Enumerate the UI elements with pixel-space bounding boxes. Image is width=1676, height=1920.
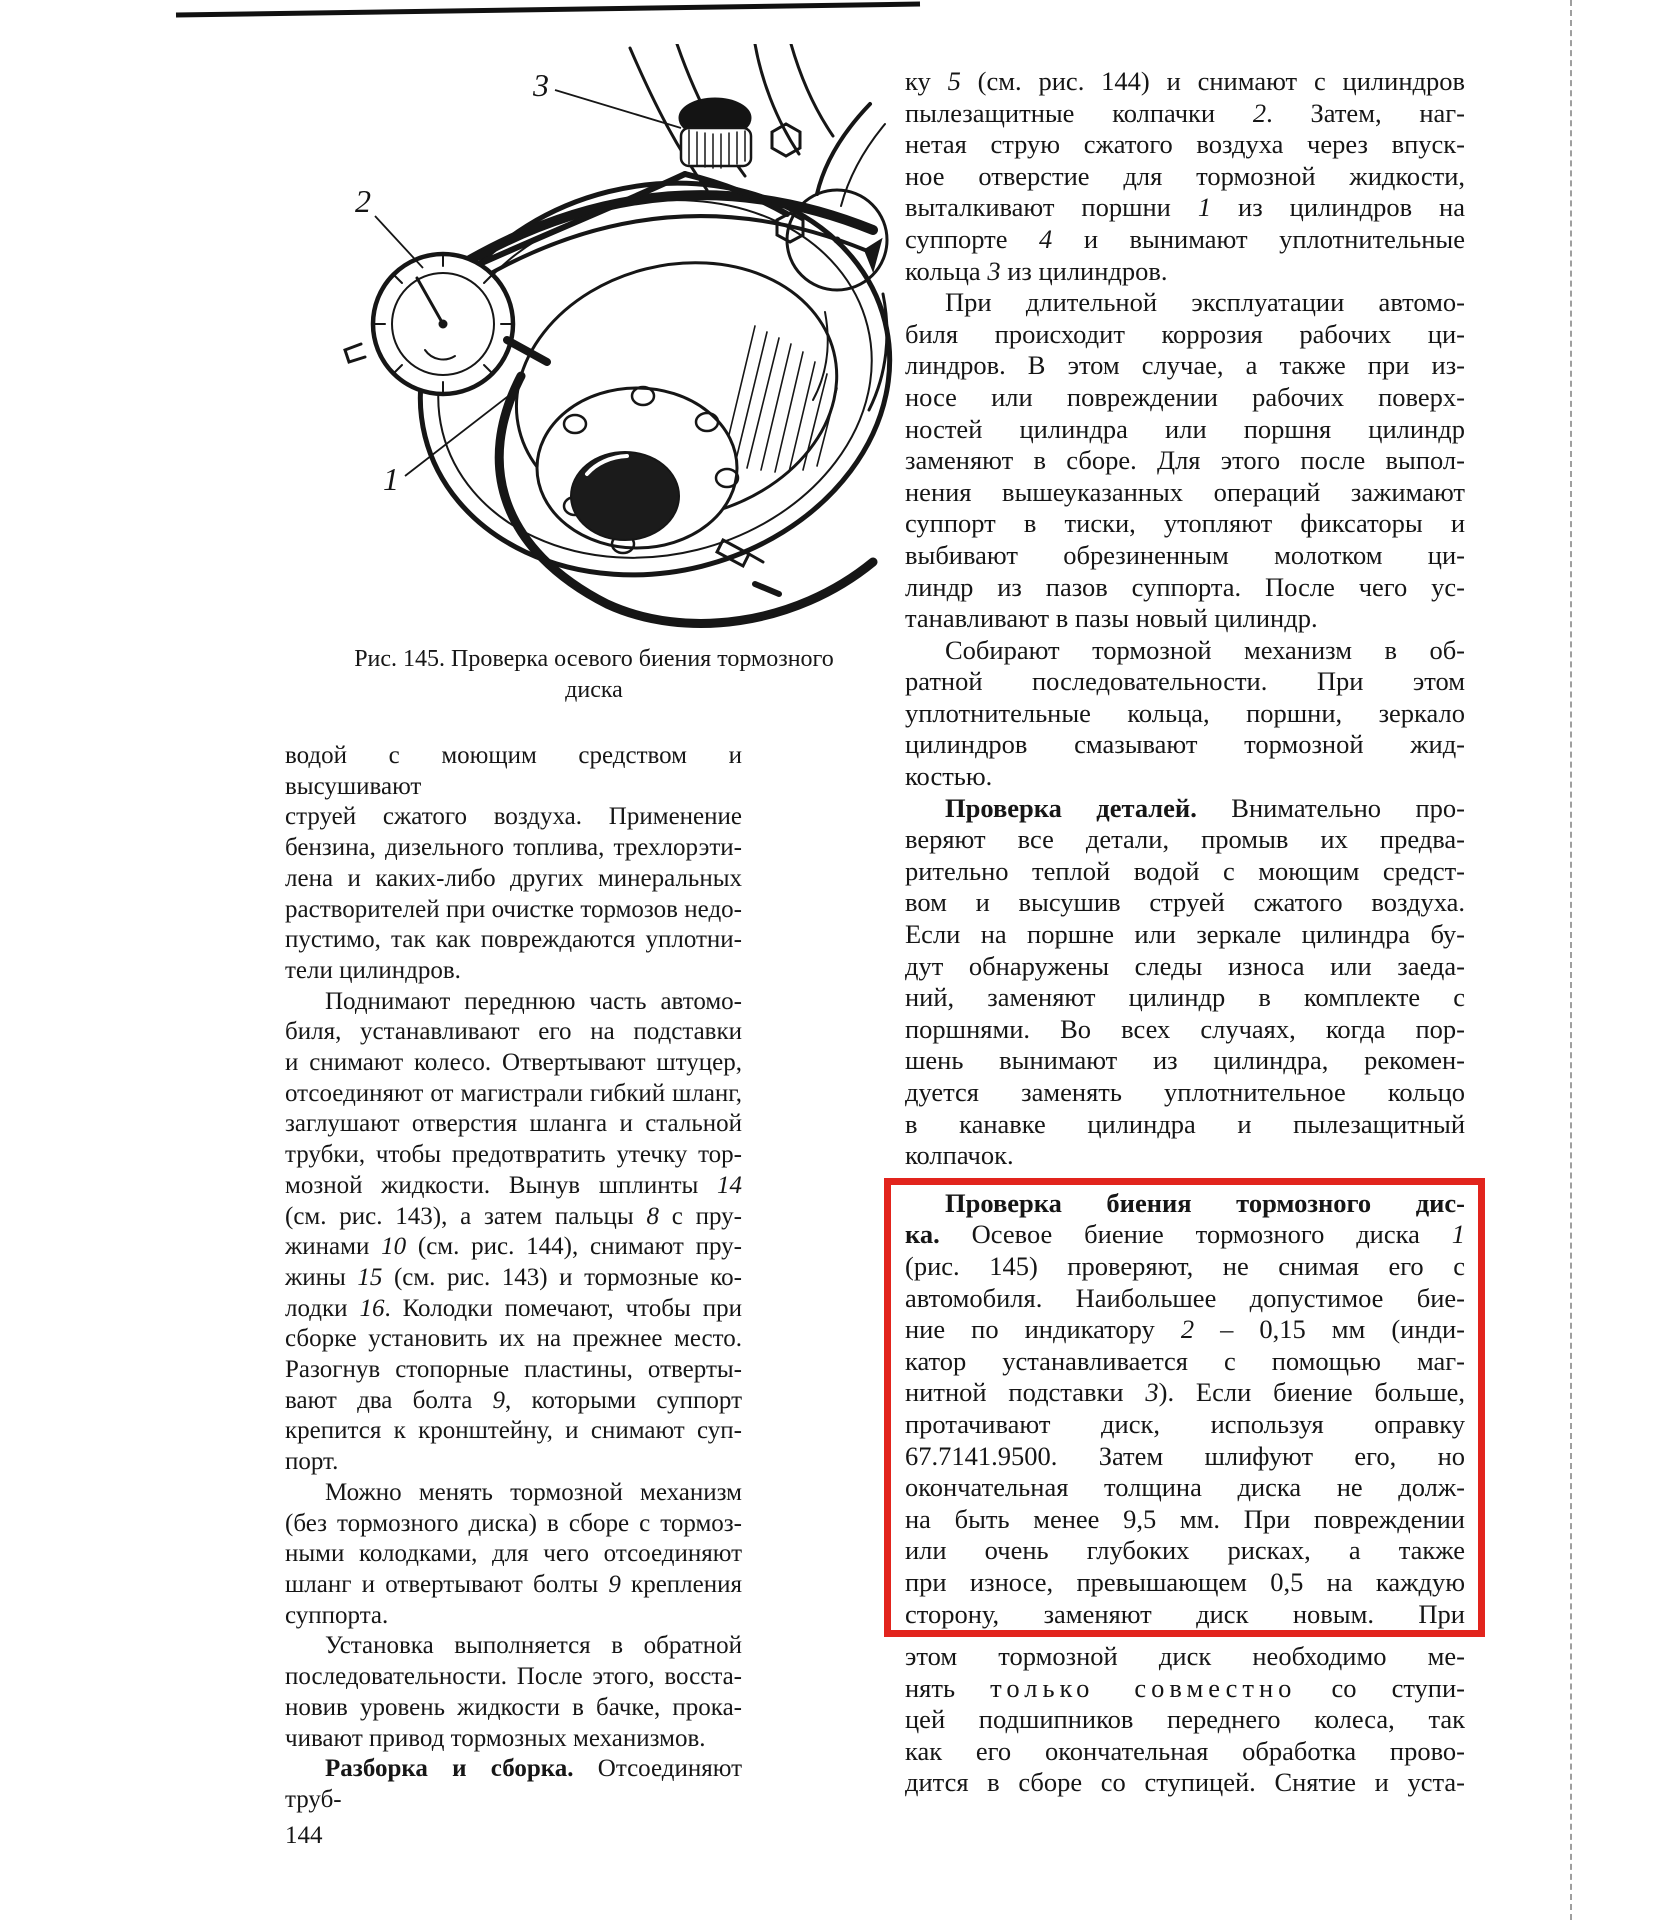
figure-caption-line-2: диска [565, 677, 623, 703]
text-line: лена и каких-либо других минеральных [285, 864, 742, 892]
text-line: биля происходит коррозия рабочих ци- [905, 318, 1465, 349]
text-line: дится в сборе со ступицей. Снятие и уста- [905, 1767, 1465, 1798]
text-line: При длительной эксплуатации автомо- [945, 287, 1465, 318]
text-line: водой с моющим средством и высушивают [285, 742, 742, 800]
text-line: при износе, превышающем 0,5 на каждую [905, 1566, 1465, 1597]
page-number: 144 [285, 1821, 323, 1849]
text-line: танавливают в пазы новый цилиндр. [905, 603, 1318, 634]
text-line: выбивают обрезиненным молотком ци- [905, 539, 1465, 570]
text-line: выталкивают поршни 1 из цилиндров на [905, 192, 1465, 223]
text-line: суппорт в тиски, утопляют фиксаторы и [905, 508, 1465, 539]
text-line: ное отверстие для тормозной жидкости, [905, 160, 1465, 191]
text-line: ными колодками, для чего отсоединяют [285, 1540, 742, 1568]
right-column-lines-before [905, 66, 1465, 1172]
right-column [905, 66, 1465, 1799]
top-rule [168, 0, 928, 22]
figure-caption [283, 644, 905, 706]
text-line: дут обнаружены следы износа или заеда- [905, 950, 1465, 981]
text-line: Разборка и сборка. Отсоединяют труб- [285, 1755, 743, 1813]
text-line: катор устанавливается с помощью маг- [905, 1345, 1465, 1376]
text-line: окончательная толщина диска не долж- [905, 1472, 1465, 1503]
text-line: растворителей при очистке тормозов недо- [285, 895, 742, 923]
text-line: и снимают колесо. Отвертывают штуцер, [285, 1049, 742, 1077]
text-line: отсоединяют от магистрали гибкий шланг, [285, 1079, 742, 1107]
text-line: чивают привод тормозных механизмов. [285, 1724, 706, 1752]
text-line: рительно теплой водой с моющим средст- [905, 855, 1465, 886]
text-line: носе или повреждении рабочих поверх- [905, 381, 1465, 412]
text-line: протачивают диск, используя оправку [905, 1408, 1465, 1439]
text-line: ка. Осевое биение тормозного диска 1 [905, 1219, 1465, 1250]
text-line: кольца 3 из цилиндров. [905, 255, 1168, 286]
text-line: жинами 10 (см. рис. 144), снимают пру- [285, 1233, 743, 1261]
text-line: вают два болта 9, которыми суппорт [285, 1386, 743, 1414]
left-column [285, 741, 742, 1851]
figure-label-1: 1 [383, 461, 399, 497]
text-line: веряют все детали, промыв их предва- [905, 824, 1465, 855]
text-line: сторону, заменяют диск новым. При [905, 1598, 1465, 1629]
text-line: костью. [905, 761, 993, 792]
text-line: трубки, чтобы предотвратить утечку тор- [285, 1141, 742, 1169]
text-line: уплотнительные кольца, поршни, зеркало [905, 697, 1465, 728]
text-line: биля, устанавливают его на подставки [285, 1018, 742, 1046]
text-line: ний, заменяют цилиндр в комплекте с [905, 982, 1465, 1013]
text-line: заглушают отверстия шланга и стальной [285, 1110, 742, 1138]
text-line: Разогнув стопорные пластины, отверты- [285, 1356, 742, 1384]
text-line: последовательности. После этого, восста- [285, 1663, 742, 1691]
text-line: ностей цилиндра или поршня цилиндр [905, 413, 1465, 444]
text-line: линдр из пазов суппорта. После чего ус- [905, 571, 1465, 602]
text-line: этом тормозной диск необходимо ме- [905, 1641, 1465, 1672]
text-line: автомобиля. Наибольшее допустимое бие- [905, 1282, 1465, 1313]
text-line: шланг и отвертывают болты 9 крепления [285, 1570, 742, 1598]
text-line: суппорте 4 и вынимают уплотнительные [905, 223, 1465, 254]
highlight-box [884, 1178, 1485, 1637]
text-line: бензина, дизельного топлива, трехлорэти- [285, 834, 742, 862]
text-line: жины 15 (см. рис. 143) и тормозные ко- [285, 1263, 743, 1291]
text-line: Можно менять тормозной механизм [325, 1478, 742, 1506]
text-line: цей подшипников переднего колеса, так [905, 1704, 1465, 1735]
text-line: струей сжатого воздуха. Применение [285, 803, 742, 831]
text-line: нять только совместно со ступи- [905, 1672, 1465, 1703]
highlighted-lines [905, 1188, 1465, 1630]
text-line: 67.7141.9500. Затем шлифуют его, но [905, 1440, 1465, 1471]
text-line: нетая струю сжатого воздуха через впуск- [905, 129, 1465, 160]
text-line: тели цилиндров. [285, 956, 461, 984]
text-line: мозной жидкости. Вынув шплинты 14 [285, 1171, 742, 1199]
text-line: Проверка биения тормозного дис- [945, 1187, 1465, 1218]
text-line: Если на поршне или зеркале цилиндра бу- [905, 919, 1465, 950]
text-line: ратной последовательности. При этом [905, 666, 1465, 697]
text-line: суппорта. [285, 1601, 389, 1629]
right-column-lines-after [905, 1641, 1465, 1799]
text-line: лодки 16. Колодки помечают, чтобы при [285, 1294, 742, 1322]
text-line: (рис. 145) проверяют, не снимая его с [905, 1250, 1465, 1281]
text-line: поршнями. Во всех случаях, когда пор- [905, 1013, 1465, 1044]
figure-illustration [325, 44, 903, 636]
text-line: колпачок. [905, 1140, 1014, 1171]
text-line: цилиндров смазывают тормозной жид- [905, 729, 1465, 760]
text-line: или очень глубоких рисках, а также [905, 1535, 1465, 1566]
text-line: ку 5 (см. рис. 144) и снимают с цилиндров [905, 66, 1465, 96]
text-line: сборке установить их на прежнее место. [285, 1325, 742, 1353]
page-binding-line [1570, 0, 1572, 1920]
text-line: Проверка деталей. Внимательно про- [945, 792, 1465, 823]
left-column-lines [285, 741, 742, 1816]
text-line: заменяют в сборе. Для этого после выпол- [905, 445, 1465, 476]
text-line: (без тормозного диска) в сборе с тормоз- [285, 1509, 742, 1537]
text-line: вом и высушив струей сжатого воздуха. [905, 887, 1465, 918]
text-line: нитной подставки 3). Если биение больше, [905, 1377, 1465, 1408]
text-line: линдров. В этом случае, а также при из- [905, 350, 1465, 381]
text-line: нения вышеуказанных операций зажимают [905, 476, 1465, 507]
text-line: Установка выполняется в обратной [325, 1632, 742, 1660]
figure-label-3: 3 [533, 67, 549, 103]
text-line: пустимо, так как повреждаются уплотни- [285, 926, 742, 954]
text-line: крепится к кронштейну, и снимают суп- [285, 1417, 742, 1445]
text-line: Поднимают переднюю часть автомо- [325, 987, 742, 1015]
text-line: ние по индикатору 2 – 0,15 мм (инди- [905, 1314, 1465, 1345]
figure-caption-line-1: Рис. 145. Проверка осевого биения тормозного [354, 646, 834, 672]
text-line: порт. [285, 1448, 339, 1476]
text-line: шень вынимают из цилиндра, рекомен- [905, 1045, 1465, 1076]
text-line: новив уровень жидкости в бачке, прока- [285, 1693, 742, 1721]
text-line: на быть менее 9,5 мм. При повреждении [905, 1503, 1465, 1534]
text-line: Собирают тормозной механизм в об- [945, 634, 1465, 665]
text-line: как его окончательная обработка прово- [905, 1735, 1465, 1766]
text-line: (см. рис. 143), а затем пальцы 8 с пру- [285, 1202, 742, 1230]
text-line: дуется заменять уплотнительное кольцо [905, 1077, 1465, 1107]
text-line: пылезащитные колпачки 2. Затем, наг- [905, 97, 1465, 128]
figure-label-2: 2 [355, 183, 371, 219]
text-line: в канавке цилиндра и пылезащитный [905, 1108, 1465, 1139]
